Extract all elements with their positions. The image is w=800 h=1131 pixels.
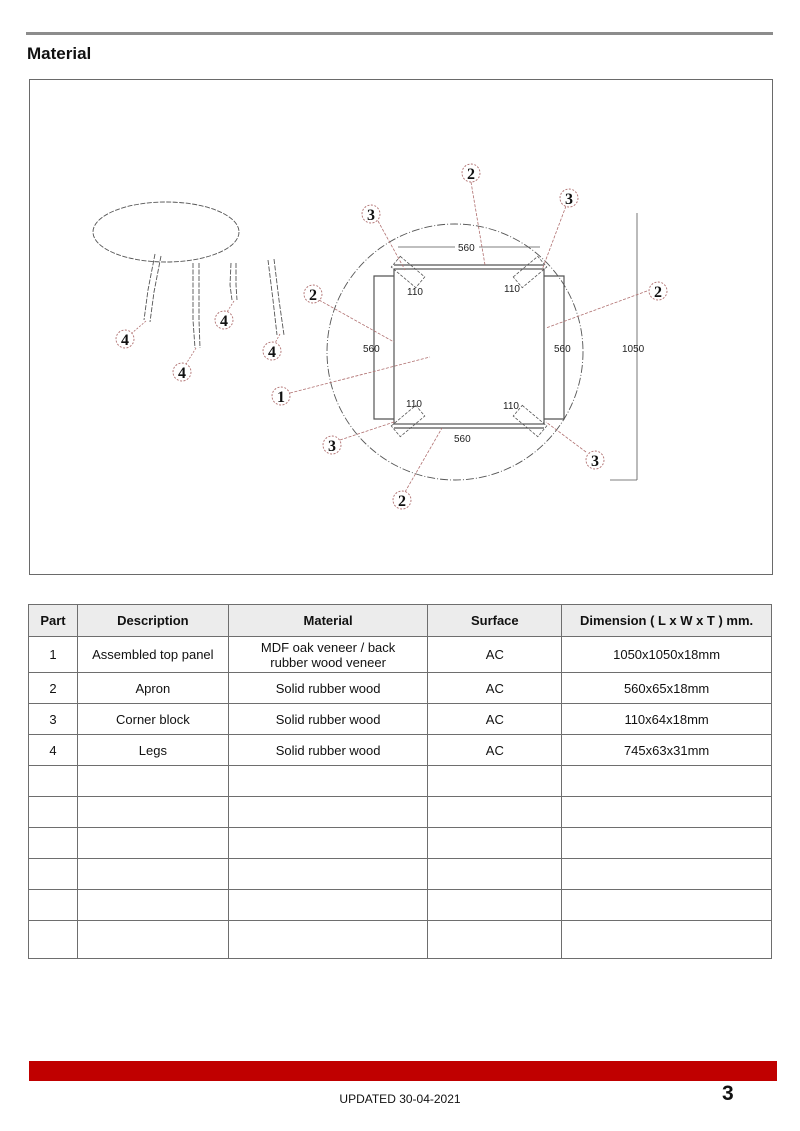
cell-material	[228, 859, 428, 890]
cell-dimension	[562, 859, 772, 890]
cell-dimension: 1050x1050x18mm	[562, 637, 772, 673]
table-row-empty	[29, 828, 772, 859]
cell-dimension	[562, 890, 772, 921]
svg-text:2: 2	[654, 284, 662, 301]
dim-corner-bl: 110	[406, 399, 422, 410]
cell-description	[77, 797, 228, 828]
cell-part: 1	[29, 637, 78, 673]
svg-text:4: 4	[268, 344, 276, 361]
leg-right	[268, 259, 284, 335]
top-rule	[26, 32, 773, 35]
cell-dimension	[562, 797, 772, 828]
cell-description: Assembled top panel	[77, 637, 228, 673]
callout-apron-top	[462, 164, 480, 183]
cell-description	[77, 890, 228, 921]
callout-top-panel	[272, 387, 290, 406]
cell-part	[29, 921, 78, 959]
corner-block-tr	[513, 256, 547, 287]
dim-corner-tr: 110	[504, 284, 520, 295]
cell-part	[29, 828, 78, 859]
svg-text:3: 3	[328, 438, 336, 455]
dim-overall: 1050	[622, 344, 645, 355]
callout-leg-b	[173, 363, 191, 382]
callout-corner-bl	[323, 436, 341, 455]
cell-surface	[428, 766, 562, 797]
table-row-empty	[29, 766, 772, 797]
cell-dimension	[562, 828, 772, 859]
cell-description: Apron	[77, 673, 228, 704]
dim-left-depth: 560	[363, 344, 380, 355]
cell-material	[228, 921, 428, 959]
dim-top-width: 560	[458, 243, 475, 254]
header-part: Part	[29, 605, 78, 637]
header-surface: Surface	[428, 605, 562, 637]
table-row-empty	[29, 859, 772, 890]
svg-text:4: 4	[121, 332, 129, 349]
cell-material: Solid rubber wood	[228, 673, 428, 704]
cell-part	[29, 859, 78, 890]
cell-part	[29, 797, 78, 828]
cell-part: 4	[29, 735, 78, 766]
svg-text:2: 2	[467, 166, 475, 183]
callout-apron-right	[649, 282, 667, 301]
leg-back	[230, 263, 237, 300]
svg-text:4: 4	[178, 365, 186, 382]
callout-leg-a	[116, 330, 134, 349]
cell-part	[29, 890, 78, 921]
callout-corner-tl	[362, 205, 380, 224]
cell-description	[77, 766, 228, 797]
cell-surface	[428, 797, 562, 828]
svg-text:4: 4	[220, 313, 228, 330]
dim-bottom-width: 560	[454, 434, 471, 445]
table-row	[29, 637, 772, 673]
cell-surface	[428, 859, 562, 890]
cell-part: 2	[29, 673, 78, 704]
cell-surface	[428, 921, 562, 959]
corner-block-bl	[391, 405, 425, 436]
table-plan-view	[290, 182, 647, 492]
cell-material: MDF oak veneer / back rubber wood veneer	[228, 637, 428, 673]
cell-dimension	[562, 921, 772, 959]
cell-material	[228, 828, 428, 859]
cell-description	[77, 828, 228, 859]
table-row-empty	[29, 797, 772, 828]
svg-text:3: 3	[367, 207, 375, 224]
cell-description: Corner block	[77, 704, 228, 735]
table-header-row	[29, 605, 772, 637]
cell-surface	[428, 828, 562, 859]
svg-text:1: 1	[277, 389, 285, 406]
drawing-svg	[30, 80, 772, 574]
corner-block-tl	[391, 256, 425, 287]
header-description: Description	[77, 605, 228, 637]
header-material: Material	[228, 605, 428, 637]
cell-dimension: 110x64x18mm	[562, 704, 772, 735]
cell-surface: AC	[428, 735, 562, 766]
dim-right-depth: 560	[554, 344, 571, 355]
svg-text:2: 2	[309, 287, 317, 304]
cell-description	[77, 859, 228, 890]
callout-apron-left	[304, 285, 322, 304]
table-row	[29, 704, 772, 735]
callout-apron-bottom	[393, 491, 411, 510]
cell-material: Solid rubber wood	[228, 704, 428, 735]
parts-table	[28, 604, 772, 959]
svg-text:2: 2	[398, 493, 406, 510]
table-isometric-view	[93, 202, 284, 348]
cell-surface: AC	[428, 704, 562, 735]
cell-surface: AC	[428, 637, 562, 673]
cell-material	[228, 766, 428, 797]
cell-description	[77, 921, 228, 959]
tabletop-outline	[93, 202, 239, 262]
cell-part	[29, 766, 78, 797]
page-title: Material	[27, 44, 92, 63]
svg-text:3: 3	[591, 453, 599, 470]
dim-corner-br: 110	[503, 401, 519, 412]
cell-dimension	[562, 766, 772, 797]
cell-material	[228, 890, 428, 921]
cell-surface	[428, 890, 562, 921]
updated-date: UPDATED 30-04-2021	[339, 1092, 461, 1106]
cell-surface: AC	[428, 673, 562, 704]
table-row	[29, 673, 772, 704]
page-number: 3	[722, 1082, 734, 1105]
table-row-empty	[29, 890, 772, 921]
cell-dimension: 560x65x18mm	[562, 673, 772, 704]
table-row	[29, 735, 772, 766]
cell-material	[228, 797, 428, 828]
header-dimension: Dimension ( L x W x T ) mm.	[562, 605, 772, 637]
technical-drawing	[29, 79, 773, 575]
cell-part: 3	[29, 704, 78, 735]
footer-bar	[29, 1061, 777, 1081]
cell-dimension: 745x63x31mm	[562, 735, 772, 766]
callout-leg-c	[215, 311, 233, 330]
svg-text:3: 3	[565, 191, 573, 208]
leg-left	[144, 254, 161, 322]
dim-corner-tl: 110	[407, 287, 423, 298]
callout-corner-tr	[560, 189, 578, 208]
cell-description: Legs	[77, 735, 228, 766]
cell-material: Solid rubber wood	[228, 735, 428, 766]
callout-corner-br	[586, 451, 604, 470]
table-row-empty	[29, 921, 772, 959]
leg-front	[193, 263, 200, 348]
callout-leg-d	[263, 342, 281, 361]
